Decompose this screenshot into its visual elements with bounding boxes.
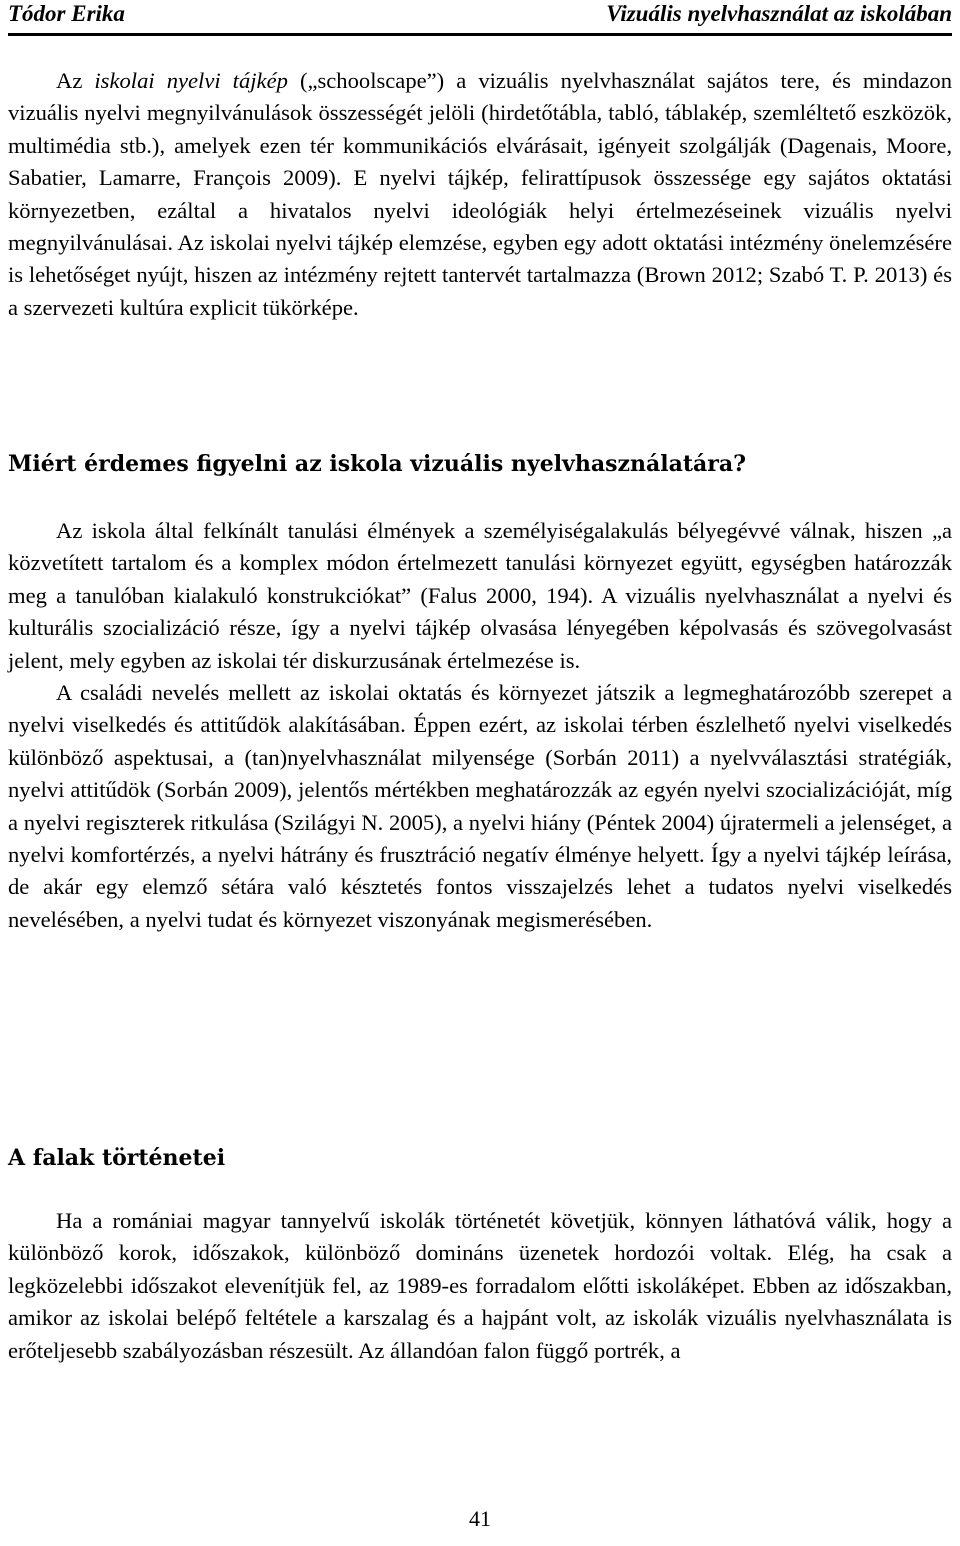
header-author: Tódor Erika (8, 1, 125, 26)
intro-section (8, 65, 952, 324)
running-header (8, 0, 952, 36)
section-1 (8, 515, 952, 936)
intro-term: iskolai nyelvi tájkép (94, 68, 288, 93)
intro-paragraph (8, 65, 952, 324)
intro-lead: Az (56, 68, 95, 93)
section-heading-1: Miért érdemes figyelni az iskola vizuális nyelvhasználatára? (8, 451, 746, 477)
section-heading-2: A falak történetei (8, 1145, 226, 1171)
section-2-paragraph-1: Ha a romániai magyar tannyelvű iskolák történetét követjük, könnyen láthatóvá válik, hogy a különböző korok, időszakok, különböző domináns üzenetek hordozói voltak. Elég, ha csak a legközelebbi időszakot elevenítjük fel, az 1989-es forradalom előtti iskoláképet. Ebben az időszakban, amikor az iskolai belépő feltétele a karszalag és a hajpánt volt, az iskolák vizuális nyelvhasználata is erőteljesebb szabályozásban részesült. Az állandóan falon függő portrék, a (8, 1208, 952, 1363)
header-running-title: Vizuális nyelvhasználat az iskolában (606, 1, 952, 26)
section-1-paragraph-2: A családi nevelés mellett az iskolai oktatás és környezet játszik a legmeghatározóbb szerepet a nyelvi viselkedés és attitűdök alakításában. Éppen ezért, az iskolai térben észlelhető nyelvi viselkedés különböző aspektusai, a (tan)nyelvhasználat milyensége (Sorbán 2011) a nyelvválasztási stratégiák, nyelvi attitűdök (Sorbán 2009), jelentős mértékben meghatározzák az egyén nyelvi szocializációját, míg a nyelvi regiszterek ritkulása (Szilágyi N. 2005), a nyelvi hiány (Péntek 2004) újratermeli a jelenséget, a nyelvi komfortérzés, a nyelvi hátrány és frusztráció negatív élménye helyett. Így a nyelvi tájkép leírása, de akár egy elemző sétára való késztetés fontos visszajelzés lehet a tudatos nyelvi viselkedés nevelésében, a nyelvi tudat és környezet viszonyának megismerésében. (8, 680, 952, 932)
section-1-paragraph-1: Az iskola által felkínált tanulási élmények a személyiségalakulás bélyegévvé válnak, hiszen „a közvetített tartalom és a komplex módon értelmezett tanulási környezet együtt, egységben határozzák meg a tanulóban kialakuló konstrukciókat” (Falus 2000, 194). A vizuális nyelvhasználat a nyelvi és kulturális szocializáció része, így a nyelvi tájkép olvasása lényegében képolvasás és szövegolvasást jelent, mely egyben az iskolai tér diskurzusának értelmezése is. (8, 518, 952, 673)
intro-rest: („schoolscape”) a vizuális nyelvhasználat sajátos tere, és mindazon vizuális nyelvi megnyilvánulások összességét jelöli (hirdetőtábla, tabló, táblakép, szemléltető eszközök, multimédia stb.), amelyek ezen tér kommunikációs elvárásait, igényeit szolgálják (Dagenais, Moore, Sabatier, Lamarre, François 2009). E nyelvi tájkép, felirattípusok összessége egy sajátos oktatási környezetben, ezáltal a hivatalos nyelvi ideológiák helyi értelmezéseinek vizuális nyelvi megnyilvánulásai. Az iskolai nyelvi tájkép elemzése, egyben egy adott oktatási intézmény önelemzésére is lehetőséget nyújt, hiszen az intézmény rejtett tantervét tartalmazza (Brown 2012; Szabó T. P. 2013) és a szervezeti kultúra explicit tükörképe. (8, 68, 953, 320)
section-2 (8, 1205, 952, 1367)
page-number: 41 (469, 1506, 491, 1531)
